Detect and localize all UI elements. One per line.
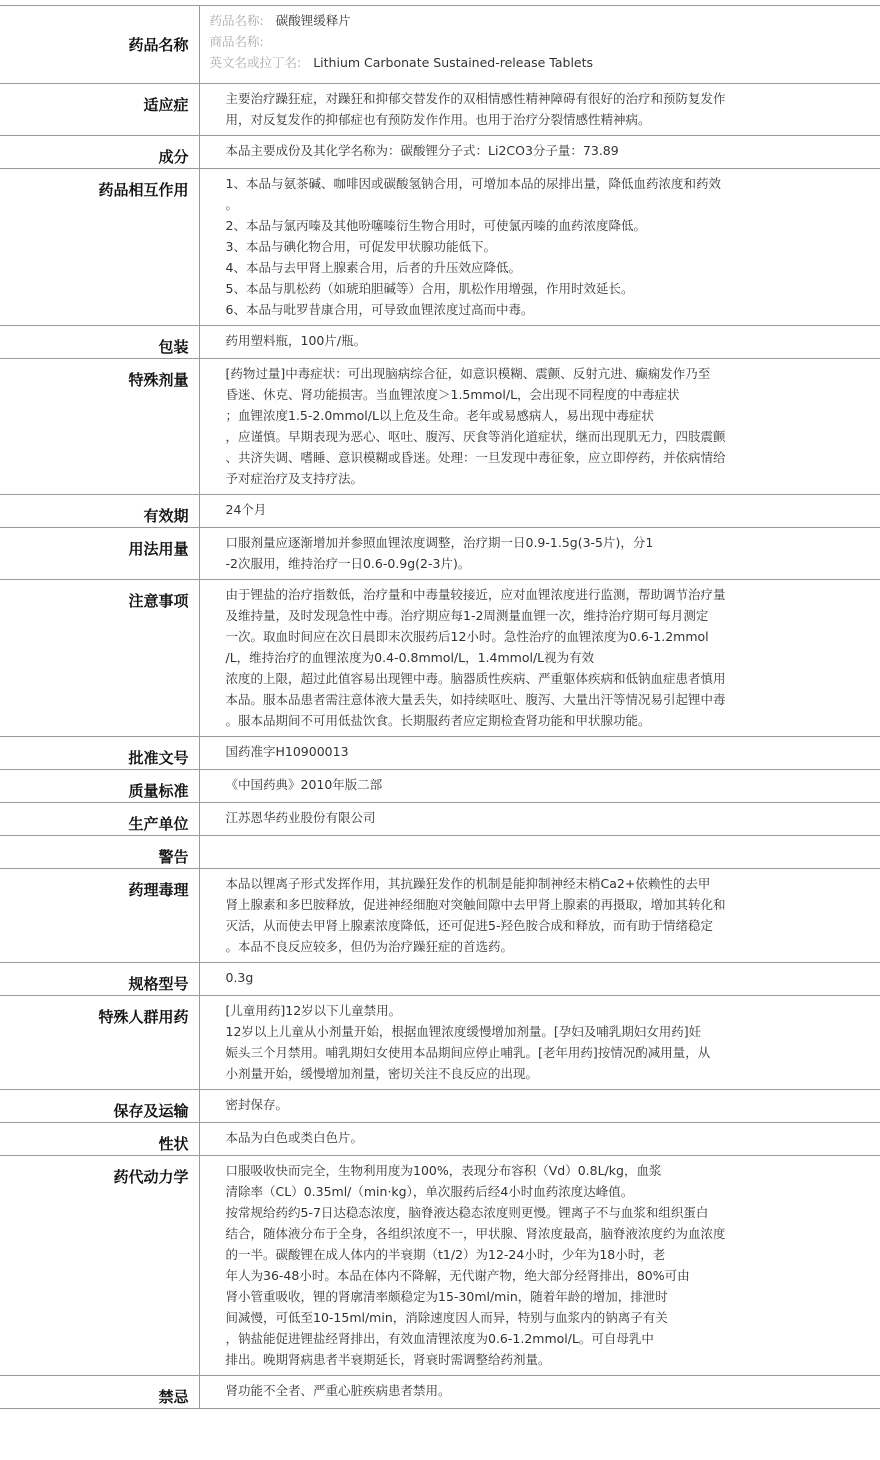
validity-row — [0, 495, 880, 528]
text-line: 娠头三个月禁用。哺乳期妇女使用本品期间应停止哺乳。[老年用药]按情况酌减用量，从 — [225, 1045, 711, 1060]
row-value — [199, 580, 880, 737]
text-line: -2次服用，维持治疗一日0.6-0.9g(2-3片)。 — [225, 556, 471, 571]
composition-row — [0, 136, 880, 169]
text-line: 3、本品与碘化物合用，可促发甲状腺功能低下。 — [225, 239, 496, 254]
row-label: 禁忌 — [0, 1376, 199, 1409]
text-line: 昏迷、休克、肾功能损害。当血锂浓度＞1.5mmol/L，会出现不同程度的中毒症状 — [225, 387, 680, 402]
row-label: 批准文号 — [0, 737, 199, 770]
trade-name-label: 商品名称: — [209, 34, 264, 49]
row-value — [199, 359, 880, 495]
dosage-row — [0, 528, 880, 580]
drug-name-row — [0, 6, 880, 84]
warning-row — [0, 836, 880, 869]
row-value — [199, 1376, 880, 1409]
row-value — [199, 528, 880, 580]
row-label: 质量标准 — [0, 770, 199, 803]
text-line: 。 — [225, 197, 239, 212]
row-value — [199, 495, 880, 528]
row-label: 保存及运输 — [0, 1090, 199, 1123]
text-line: 按常规给药约5-7日达稳态浓度，脑脊液达稳态浓度则更慢。锂离子不与血浆和组织蛋白 — [225, 1205, 709, 1220]
text-line: 予对症治疗及支持疗法。 — [225, 471, 364, 486]
specification-row — [0, 963, 880, 996]
text-line: 0.3g — [225, 970, 254, 985]
appearance-row — [0, 1123, 880, 1156]
packaging-row — [0, 326, 880, 359]
text-line: 。本品不良反应较多，但仍为治疗躁狂症的首选药。 — [225, 939, 514, 954]
row-label: 药理毒理 — [0, 869, 199, 963]
row-label: 注意事项 — [0, 580, 199, 737]
text-line: 2、本品与氯丙嗪及其他吩噻嗪衍生物合用时，可使氯丙嗪的血药浓度降低。 — [225, 218, 646, 233]
row-label: 药品名称 — [0, 6, 199, 84]
row-label: 成分 — [0, 136, 199, 169]
row-value — [199, 770, 880, 803]
text-line: 4、本品与去甲肾上腺素合用，后者的升压效应降低。 — [225, 260, 521, 275]
row-value — [199, 737, 880, 770]
text-line: 。服本品期间不可用低盐饮食。长期服药者应定期检查肾功能和甲状腺功能。 — [225, 713, 651, 728]
row-value — [199, 169, 880, 326]
row-label: 药品相互作用 — [0, 169, 199, 326]
row-value — [199, 869, 880, 963]
row-value — [199, 326, 880, 359]
contraindications-row — [0, 1376, 880, 1409]
text-line: 由于锂盐的治疗指数低，治疗量和中毒量较接近，应对血锂浓度进行监测，帮助调节治疗量 — [225, 587, 726, 602]
pharmacokinetics-row — [0, 1156, 880, 1376]
approval-number-row — [0, 737, 880, 770]
row-value — [199, 996, 880, 1090]
text-line: 年人为36-48小时。本品在体内不降解，无代谢产物，绝大部分经肾排出，80%可由 — [225, 1268, 690, 1283]
row-label: 规格型号 — [0, 963, 199, 996]
special-population-row — [0, 996, 880, 1090]
text-line: 12岁以上儿童从小剂量开始，根据血锂浓度缓慢增加剂量。[孕妇及哺乳期妇女用药]妊 — [225, 1024, 702, 1039]
text-line: 江苏恩华药业股份有限公司 — [225, 810, 376, 825]
quality-standard-row — [0, 770, 880, 803]
text-line: 、共济失调、嗜睡、意识模糊或昏迷。处理：一旦发现中毒征象，应立即停药，并依病情给 — [225, 450, 726, 465]
text-line: 本品。服本品患者需注意体液大量丢失，如持续呕吐、腹泻、大量出汗等情况易引起锂中毒 — [225, 692, 726, 707]
row-label: 用法用量 — [0, 528, 199, 580]
row-label: 适应症 — [0, 84, 199, 136]
text-line: 肾上腺素和多巴胺释放，促进神经细胞对突触间隙中去甲肾上腺素的再摄取，增加其转化和 — [225, 897, 726, 912]
text-line: 本品为白色或类白色片。 — [225, 1130, 364, 1145]
english-name-label: 英文名或拉丁名: — [209, 55, 302, 70]
row-value — [199, 963, 880, 996]
text-line: 浓度的上限，超过此值容易出现锂中毒。脑器质性疾病、严重躯体疾病和低钠血症患者慎用 — [225, 671, 726, 686]
row-value — [199, 136, 880, 169]
row-label: 特殊人群用药 — [0, 996, 199, 1090]
text-line: 国药准字H10900013 — [225, 744, 349, 759]
row-label: 包装 — [0, 326, 199, 359]
row-value — [199, 803, 880, 836]
text-line: 主要治疗躁狂症，对躁狂和抑郁交替发作的双相情感性精神障碍有很好的治疗和预防复发作 — [225, 91, 726, 106]
text-line: 及维持量，及时发现急性中毒。治疗期应每1-2周测量血锂一次，维持治疗期可每月测定 — [225, 608, 709, 623]
text-line: 1、本品与氨茶碱、咖啡因或碳酸氢钠合用，可增加本品的尿排出量，降低血药浓度和药效 — [225, 176, 721, 191]
row-value — [199, 836, 880, 869]
manufacturer-row — [0, 803, 880, 836]
text-line: 口服吸收快而完全，生物利用度为100%，表现分布容积（Vd）0.8L/kg，血浆 — [225, 1163, 662, 1178]
text-line: ；血锂浓度1.5-2.0mmol/L以上危及生命。老年或易感病人，易出现中毒症状 — [225, 408, 654, 423]
generic-name-label: 药品名称: — [209, 13, 264, 28]
text-line: 密封保存。 — [225, 1097, 289, 1112]
text-line: [药物过量]中毒症状：可出现脑病综合征，如意识模糊、震颤、反射亢进、癫痫发作乃至 — [225, 366, 711, 381]
row-label: 生产单位 — [0, 803, 199, 836]
text-line: 间减慢，可低至10-15ml/min，消除速度因人而异，特别与血浆内的钠离子有关 — [225, 1310, 668, 1325]
text-line: 本品以锂离子形式发挥作用，其抗躁狂发作的机制是能抑制神经末梢Ca2+依赖性的去甲 — [225, 876, 711, 891]
row-value — [199, 1156, 880, 1376]
text-line: [儿童用药]12岁以下儿童禁用。 — [225, 1003, 402, 1018]
precautions-row — [0, 580, 880, 737]
text-line: 用，对反复发作的抑郁症也有预防发作作用。也用于治疗分裂情感性精神病。 — [225, 112, 651, 127]
text-line: 口服剂量应逐渐增加并参照血锂浓度调整，治疗期一日0.9-1.5g(3-5片)，分1 — [225, 535, 654, 550]
pharmacology-row — [0, 869, 880, 963]
text-line: 结合，随体液分布于全身，各组织浓度不一，甲状腺、肾浓度最高，脑脊液浓度约为血浓度 — [225, 1226, 726, 1241]
row-label: 特殊剂量 — [0, 359, 199, 495]
text-line: 清除率（CL）0.35ml/（min·kg），单次服药后经4小时血药浓度达峰值。 — [225, 1184, 634, 1199]
row-value — [199, 1123, 880, 1156]
text-line: 6、本品与吡罗昔康合用，可导致血锂浓度过高而中毒。 — [225, 302, 534, 317]
text-line: 小剂量开始，缓慢增加剂量，密切关注不良反应的出现。 — [225, 1066, 539, 1081]
text-line: 排出。晚期肾病患者半衰期延长，肾衰时需调整给药剂量。 — [225, 1352, 551, 1367]
row-label: 性状 — [0, 1123, 199, 1156]
interactions-row — [0, 169, 880, 326]
text-line: /L，维持治疗的血锂浓度为0.4-0.8mmol/L，1.4mmol/L视为有效 — [225, 650, 595, 665]
generic-name-value: 碳酸锂缓释片 — [275, 13, 351, 28]
storage-row — [0, 1090, 880, 1123]
row-value — [199, 6, 880, 84]
row-label: 药代动力学 — [0, 1156, 199, 1376]
text-line: 本品主要成份及其化学名称为：碳酸锂分子式：Li2CO3分子量：73.89 — [225, 143, 619, 158]
text-line: ，应谨慎。早期表现为恶心、呕吐、腹泻、厌食等消化道症状，继而出现肌无力，四肢震颤 — [225, 429, 726, 444]
text-line: 药用塑料瓶，100片/瓶。 — [225, 333, 367, 348]
special-dosage-row — [0, 359, 880, 495]
english-name-value: Lithium Carbonate Sustained-release Tablets — [313, 55, 594, 70]
text-line: 肾功能不全者、严重心脏疾病患者禁用。 — [225, 1383, 451, 1398]
text-line: 5、本品与肌松药（如琥珀胆碱等）合用，肌松作用增强，作用时效延长。 — [225, 281, 634, 296]
indications-row — [0, 84, 880, 136]
row-value — [199, 1090, 880, 1123]
text-line: 《中国药典》2010年版二部 — [225, 777, 383, 792]
drug-info-table — [0, 5, 880, 1409]
text-line: 一次。取血时间应在次日晨即末次服药后12小时。急性治疗的血锂浓度为0.6-1.2mmol — [225, 629, 709, 644]
text-line: 灭活，从而使去甲肾上腺素浓度降低，还可促进5-羟色胺合成和释放，而有助于情绪稳定 — [225, 918, 713, 933]
row-value — [199, 84, 880, 136]
row-label: 警告 — [0, 836, 199, 869]
text-line: 24个月 — [225, 502, 267, 517]
text-line: 的一半。碳酸锂在成人体内的半衰期（t1/2）为12-24小时，少年为18小时，老 — [225, 1247, 666, 1262]
text-line: ，钠盐能促进锂盐经肾排出，有效血清锂浓度为0.6-1.2mmol/L。可自母乳中 — [225, 1331, 654, 1346]
row-label: 有效期 — [0, 495, 199, 528]
text-line: 肾小管重吸收，锂的肾廓清率颇稳定为15-30ml/min，随着年龄的增加，排泄时 — [225, 1289, 668, 1304]
